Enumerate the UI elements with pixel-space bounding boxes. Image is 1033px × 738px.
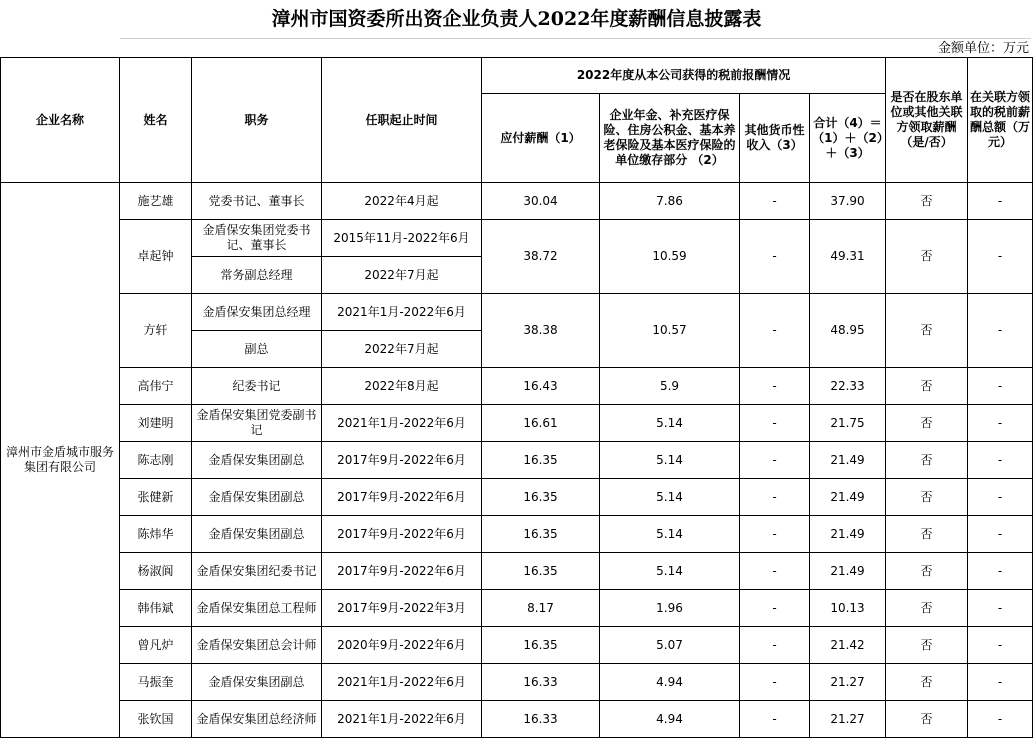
shareholder-cell: 否 [886,627,968,664]
other-cell: - [740,590,810,627]
salary-cell: 38.72 [482,220,600,294]
total-cell: 21.27 [810,664,886,701]
related-cell: - [968,516,1033,553]
total-cell: 10.13 [810,590,886,627]
other-cell: - [740,294,810,368]
benefits-cell: 10.57 [600,294,740,368]
position-cell: 金盾保安集团总工程师 [192,590,322,627]
other-cell: - [740,479,810,516]
header-related: 在关联方领取的税前薪酬总额（万元） [968,58,1033,183]
position-cell: 纪委书记 [192,368,322,405]
position-cell: 金盾保安集团党委副书记 [192,405,322,442]
tenure-cell: 2022年4月起 [322,183,482,220]
related-cell: - [968,442,1033,479]
total-cell: 21.27 [810,701,886,738]
benefits-cell: 5.07 [600,627,740,664]
benefits-cell: 5.14 [600,516,740,553]
salary-cell: 38.38 [482,294,600,368]
tenure-cell: 2022年7月起 [322,257,482,294]
other-cell: - [740,405,810,442]
person-name: 杨淑阆 [120,553,192,590]
position-cell: 金盾保安集团总会计师 [192,627,322,664]
position-cell: 金盾保安集团党委书记、董事长 [192,220,322,257]
related-cell: - [968,664,1033,701]
other-cell: - [740,183,810,220]
salary-cell: 8.17 [482,590,600,627]
header-tenure: 任职起止时间 [322,58,482,183]
shareholder-cell: 否 [886,553,968,590]
total-cell: 21.42 [810,627,886,664]
position-cell: 副总 [192,331,322,368]
related-cell: - [968,590,1033,627]
shareholder-cell: 否 [886,479,968,516]
benefits-cell: 5.14 [600,442,740,479]
shareholder-cell: 否 [886,442,968,479]
shareholder-cell: 否 [886,590,968,627]
tenure-cell: 2017年9月-2022年6月 [322,479,482,516]
shareholder-cell: 否 [886,701,968,738]
shareholder-cell: 否 [886,368,968,405]
position-cell: 常务副总经理 [192,257,322,294]
tenure-cell: 2022年7月起 [322,331,482,368]
person-name: 陈炜华 [120,516,192,553]
benefits-cell: 1.96 [600,590,740,627]
position-cell: 金盾保安集团总经济师 [192,701,322,738]
person-name: 施艺雄 [120,183,192,220]
position-cell: 金盾保安集团副总 [192,664,322,701]
related-cell: - [968,553,1033,590]
total-cell: 21.49 [810,479,886,516]
benefits-cell: 4.94 [600,701,740,738]
person-name: 方轩 [120,294,192,368]
benefits-cell: 5.9 [600,368,740,405]
total-cell: 22.33 [810,368,886,405]
total-cell: 37.90 [810,183,886,220]
header-name: 姓名 [120,58,192,183]
person-name: 刘建明 [120,405,192,442]
tenure-cell: 2021年1月-2022年6月 [322,294,482,331]
shareholder-cell: 否 [886,183,968,220]
other-cell: - [740,553,810,590]
header-other: 其他货币性收入（3） [740,94,810,183]
position-cell: 金盾保安集团副总 [192,516,322,553]
other-cell: - [740,627,810,664]
position-cell: 党委书记、董事长 [192,183,322,220]
related-cell: - [968,220,1033,294]
other-cell: - [740,664,810,701]
salary-cell: 16.35 [482,479,600,516]
benefits-cell: 5.14 [600,479,740,516]
salary-cell: 16.33 [482,664,600,701]
header-position: 职务 [192,58,322,183]
tenure-cell: 2017年9月-2022年3月 [322,590,482,627]
salary-table [0,57,1033,738]
page-title: 漳州市国资委所出资企业负责人2022年度薪酬信息披露表 [271,8,762,30]
total-cell: 49.31 [810,220,886,294]
related-cell: - [968,368,1033,405]
other-cell: - [740,220,810,294]
person-name: 高伟宁 [120,368,192,405]
person-name: 曾凡炉 [120,627,192,664]
salary-cell: 16.43 [482,368,600,405]
person-name: 陈志刚 [120,442,192,479]
benefits-cell: 10.59 [600,220,740,294]
salary-cell: 16.61 [482,405,600,442]
shareholder-cell: 否 [886,516,968,553]
tenure-cell: 2021年1月-2022年6月 [322,664,482,701]
tenure-cell: 2017年9月-2022年6月 [322,442,482,479]
salary-cell: 16.33 [482,701,600,738]
benefits-cell: 7.86 [600,183,740,220]
company-name: 漳州市金盾城市服务集团有限公司 [1,183,120,738]
total-cell: 21.49 [810,516,886,553]
related-cell: - [968,183,1033,220]
other-cell: - [740,368,810,405]
position-cell: 金盾保安集团纪委书记 [192,553,322,590]
related-cell: - [968,701,1033,738]
shareholder-cell: 否 [886,220,968,294]
salary-cell: 16.35 [482,516,600,553]
total-cell: 21.75 [810,405,886,442]
tenure-cell: 2022年8月起 [322,368,482,405]
salary-cell: 16.35 [482,627,600,664]
other-cell: - [740,442,810,479]
related-cell: - [968,294,1033,368]
benefits-cell: 5.14 [600,553,740,590]
header-benefits: 企业年金、补充医疗保险、住房公积金、基本养老保险及基本医疗保险的单位缴存部分 （2） [600,94,740,183]
tenure-cell: 2017年9月-2022年6月 [322,553,482,590]
related-cell: - [968,405,1033,442]
total-cell: 21.49 [810,553,886,590]
salary-cell: 30.04 [482,183,600,220]
header-pay-group: 2022年度从本公司获得的税前报酬情况 [482,58,886,94]
person-name: 卓起钟 [120,220,192,294]
position-cell: 金盾保安集团总经理 [192,294,322,331]
header-company: 企业名称 [1,58,120,183]
benefits-cell: 4.94 [600,664,740,701]
tenure-cell: 2021年1月-2022年6月 [322,701,482,738]
benefits-cell: 5.14 [600,405,740,442]
tenure-cell: 2021年1月-2022年6月 [322,405,482,442]
person-name: 马振奎 [120,664,192,701]
related-cell: - [968,627,1033,664]
other-cell: - [740,516,810,553]
header-salary: 应付薪酬（1） [482,94,600,183]
person-name: 张钦国 [120,701,192,738]
salary-cell: 16.35 [482,553,600,590]
shareholder-cell: 否 [886,405,968,442]
related-cell: - [968,479,1033,516]
header-shareholder: 是否在股东单位或其他关联方领取薪酬（是/否） [886,58,968,183]
person-name: 张健新 [120,479,192,516]
tenure-cell: 2015年11月-2022年6月 [322,220,482,257]
shareholder-cell: 否 [886,664,968,701]
unit-label: 金额单位：万元 [120,38,1031,57]
position-cell: 金盾保安集团副总 [192,479,322,516]
total-cell: 48.95 [810,294,886,368]
salary-cell: 16.35 [482,442,600,479]
other-cell: - [740,701,810,738]
tenure-cell: 2017年9月-2022年6月 [322,516,482,553]
total-cell: 21.49 [810,442,886,479]
tenure-cell: 2020年9月-2022年6月 [322,627,482,664]
person-name: 韩伟斌 [120,590,192,627]
position-cell: 金盾保安集团副总 [192,442,322,479]
shareholder-cell: 否 [886,294,968,368]
header-total: 合计（4）＝（1）＋（2）＋（3） [810,94,886,183]
